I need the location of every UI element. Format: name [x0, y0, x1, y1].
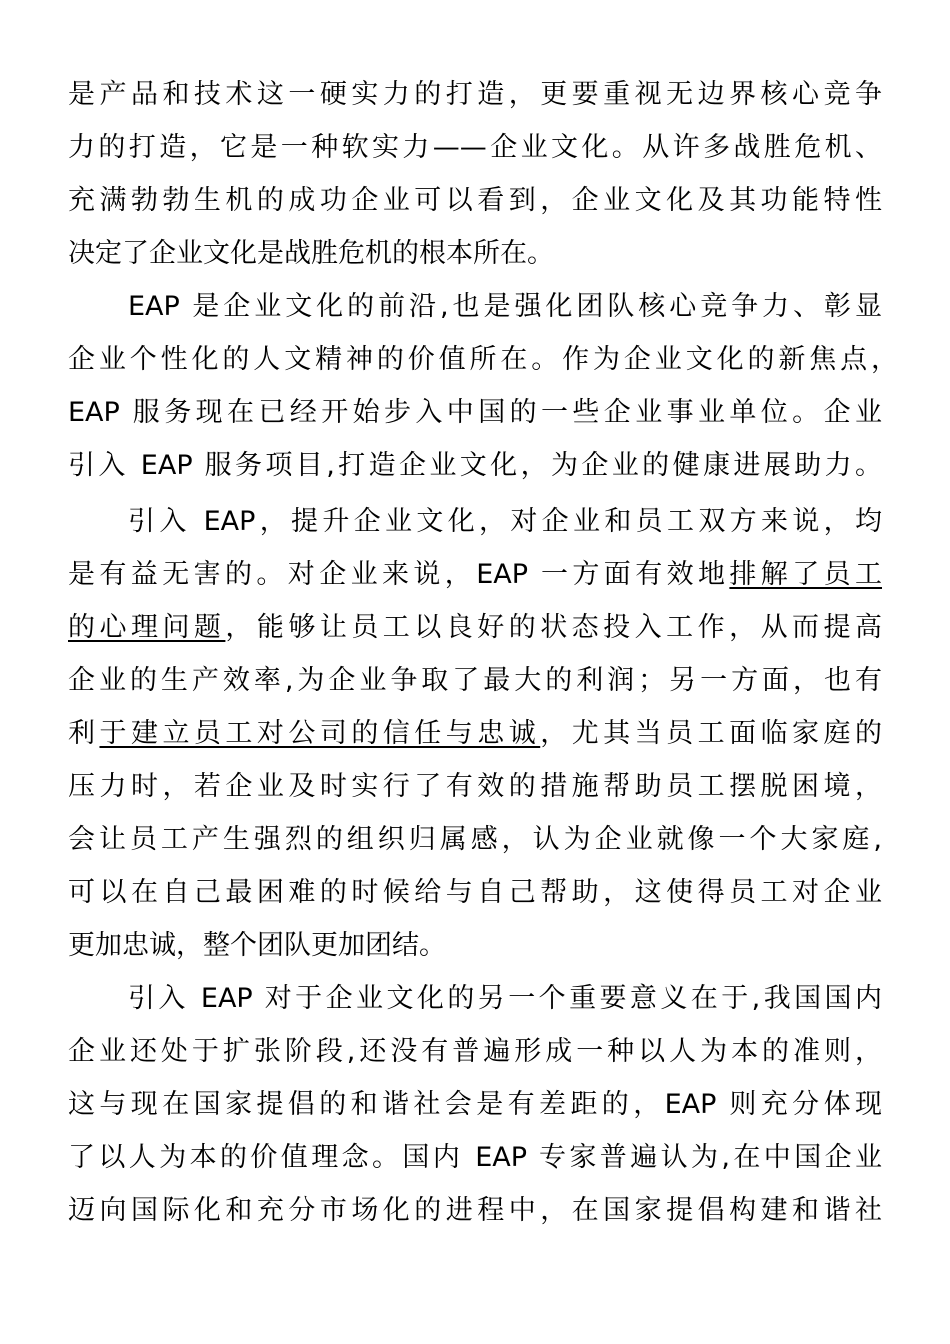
text-line — [68, 924, 882, 968]
text-run: 企业还处于扩张阶段,还没有普遍形成一种以人为本的准则， — [68, 1036, 882, 1067]
text-run: 更加忠诚，整个团队更加团结。 — [68, 930, 446, 961]
text-run: 企业的生产效率,为企业争取了最大的利润；另一方面，也有 — [68, 665, 882, 696]
text-run: ，尤其当员工面临家庭的 — [540, 718, 882, 749]
text-line — [68, 126, 882, 170]
text-line — [68, 712, 882, 756]
text-run: 压力时，若企业及时实行了有效的措施帮助员工摆脱困境， — [68, 771, 882, 802]
text-line — [68, 1083, 882, 1127]
text-run: 企业个性化的人文精神的价值所在。作为企业文化的新焦点， — [68, 344, 898, 375]
text-run: 引入 EAP 对于企业文化的另一个重要意义在于,我国国内 — [128, 983, 882, 1014]
text-line — [68, 232, 882, 276]
underlined-text: 于建立员工对公司的信任与忠诚 — [99, 718, 541, 749]
text-line — [68, 1030, 882, 1074]
text-run: 这与现在国家提倡的和谐社会是有差距的，EAP 则充分体现 — [68, 1089, 882, 1120]
text-line — [68, 444, 882, 488]
text-line — [68, 338, 898, 382]
text-line — [68, 765, 882, 809]
text-line — [68, 179, 882, 223]
underlined-text: 的心理问题 — [68, 612, 226, 643]
text-run: 是产品和技术这一硬实力的打造，更要重视无边界核心竞争 — [68, 79, 882, 110]
text-run: EAP 是企业文化的前沿,也是强化团队核心竞争力、彰显 — [128, 291, 882, 322]
text-run: 利 — [68, 718, 100, 749]
text-run: 迈向国际化和充分市场化的进程中，在国家提倡构建和谐社 — [68, 1195, 882, 1226]
underlined-text: 排解了员工 — [729, 559, 882, 590]
text-line — [68, 391, 882, 435]
text-run: 可以在自己最困难的时候给与自己帮助，这使得员工对企业 — [68, 877, 882, 908]
text-line — [68, 1189, 882, 1233]
text-run: EAP 服务现在已经开始步入中国的一些企业事业单位。企业 — [68, 397, 882, 428]
text-line — [68, 606, 882, 650]
paragraph-first-line — [128, 977, 882, 1021]
text-run: 充满勃勃生机的成功企业可以看到，企业文化及其功能特性 — [68, 185, 882, 216]
text-run: 决定了企业文化是战胜危机的根本所在。 — [68, 238, 554, 269]
text-run: 是有益无害的。对企业来说，EAP 一方面有效地 — [68, 559, 730, 590]
text-line — [68, 553, 882, 597]
text-run: 引入 EAP 服务项目,打造企业文化，为企业的健康进展助力。 — [68, 450, 882, 481]
text-line — [68, 659, 882, 703]
text-run: 会让员工产生强烈的组织归属感，认为企业就像一个大家庭, — [68, 824, 882, 855]
text-run: 引入 EAP，提升企业文化，对企业和员工双方来说，均 — [128, 506, 882, 537]
paragraph-first-line — [128, 500, 882, 544]
text-line — [68, 73, 882, 117]
text-run: 力的打造，它是一种软实力——企业文化。从许多战胜危机、 — [68, 132, 882, 163]
paragraph-first-line — [128, 285, 882, 329]
text-line — [68, 818, 882, 862]
text-run: ，能够让员工以良好的状态投入工作，从而提高 — [225, 612, 882, 643]
text-run: 了以人为本的价值理念。国内 EAP 专家普遍认为,在中国企业 — [68, 1142, 882, 1173]
text-line — [68, 1136, 882, 1180]
text-line — [68, 871, 882, 915]
